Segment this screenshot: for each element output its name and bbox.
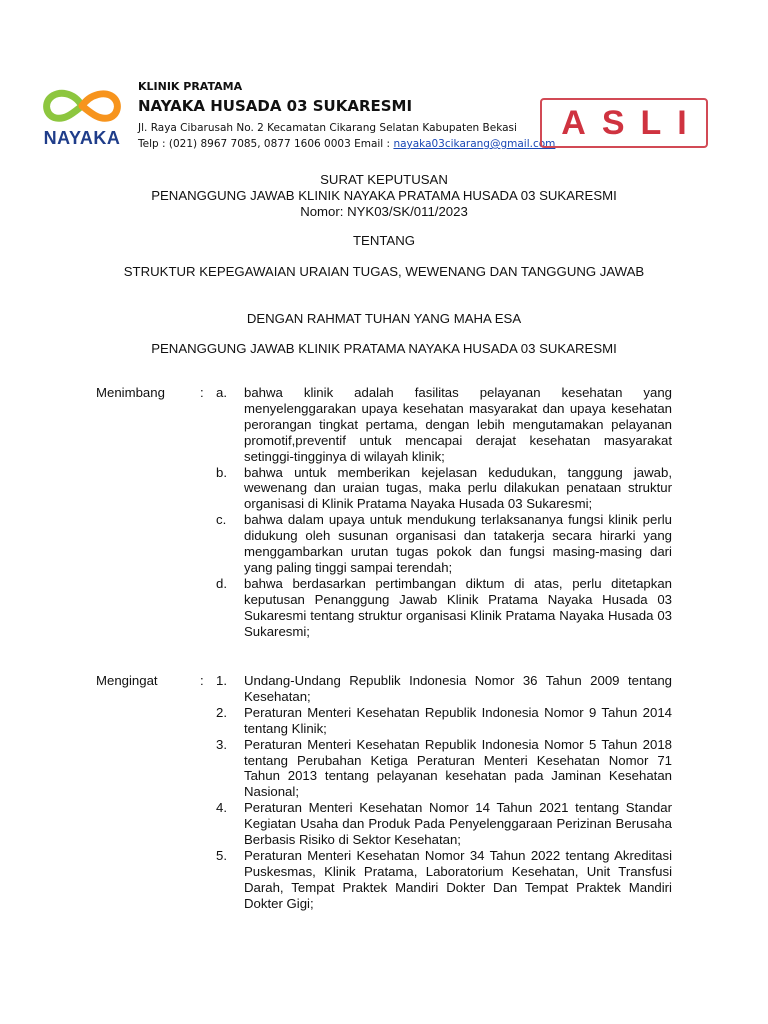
list-item (216, 576, 672, 640)
tentang-heading: TENTANG (352, 233, 416, 248)
clinic-name: NAYAKA HUSADA 03 SUKARESMI (138, 97, 413, 115)
item-marker: c. (216, 512, 227, 528)
item-marker: 1. (216, 673, 227, 688)
item-marker: 2. (216, 704, 227, 720)
list-item (216, 737, 672, 801)
item-marker: 5. (216, 847, 227, 863)
item-text: bahwa klinik adalah fasilitas pelayanan kesehatan yang menyelenggarakan upaya kesehatan masyarakat dan upaya kesehatan perorangan tingkat pertama, dengan lebih mengutamakan pelayanan promotif,preventif untuk mencapai derajat kesehatan masyarakat setinggi-tingginya di wilayah klinik; (244, 385, 672, 464)
clinic-address: Jl. Raya Cibarusah No. 2 Kecamatan Cikarang Selatan Kabupaten Bekasi (138, 122, 517, 134)
list-item (216, 848, 672, 912)
item-marker: b. (216, 464, 227, 480)
item-text: Peraturan Menteri Kesehatan Republik Indonesia Nomor 9 Tahun 2014 tentang Klinik; (244, 704, 672, 736)
logo-wordmark: NAYAKA (43, 128, 121, 148)
mengingat-section (96, 673, 672, 912)
item-marker: 4. (216, 800, 227, 816)
item-text: Peraturan Menteri Kesehatan Republik Indonesia Nomor 5 Tahun 2018 tentang Perubahan Ketiga Peraturan Menteri Kesehatan Nomor 71 Tahun 2013 tentang pelayanan kesehatan pada Jaminan Kesehatan Nasional; (244, 736, 672, 800)
decree-number: Nomor: NYK03/SK/011/2023 (300, 204, 468, 219)
list-item (216, 385, 672, 465)
rahmat-line: DENGAN RAHMAT TUHAN YANG MAHA ESA (246, 311, 522, 326)
item-text: bahwa dalam upaya untuk mendukung terlaksananya fungsi klinik perlu didukung oleh susunan organisasi dan tatakerja secara hirarki yang menggambarkan urutan tugas pokok dan fungsi masing-masing dari yang paling tinggi sampai terendah; (244, 512, 672, 575)
list-item (216, 512, 672, 576)
decree-heading (60, 172, 708, 220)
list-item (216, 705, 672, 737)
mengingat-list (216, 673, 672, 912)
menimbang-section (96, 385, 672, 640)
item-text: Peraturan Menteri Kesehatan Nomor 14 Tahun 2021 tentang Standar Kegiatan Usaha dan Produk Pada Penyelenggaraan Perizinan Berusaha Berbasis Risiko di Sektor Kesehatan; (244, 800, 672, 848)
stamp-text: ASLI (561, 104, 703, 142)
menimbang-label: Menimbang (96, 385, 165, 400)
item-marker: 3. (216, 736, 227, 752)
item-marker: d. (216, 575, 227, 591)
item-text: bahwa berdasarkan pertimbangan diktum di atas, perlu ditetapkan keputusan Penanggung Jawab Klinik Pratama Nayaka Husada 03 Sukaresmi tentang struktur organisasi Klinik Pratama Nayaka Husada 03 Sukaresmi; (244, 575, 672, 639)
list-item (216, 465, 672, 513)
clinic-type: KLINIK PRATAMA (138, 80, 243, 93)
clinic-logo (34, 86, 130, 152)
signer-line: PENANGGUNG JAWAB KLINIK PRATAMA NAYAKA HUSADA 03 SUKARESMI (151, 341, 617, 356)
menimbang-list (216, 385, 672, 640)
item-marker: a. (216, 385, 227, 400)
letterhead (138, 80, 556, 152)
decree-issuer: PENANGGUNG JAWAB KLINIK NAYAKA PRATAMA HUSADA 03 SUKARESMI (151, 188, 617, 203)
list-item (216, 800, 672, 848)
item-text: bahwa untuk memberikan kejelasan kedudukan, tanggung jawab, wewenang dan uraian tugas, maka perlu dilakukan penataan struktur organisasi di Klinik Pratama Nayaka Husada 03 Sukaresmi; (244, 464, 672, 512)
list-item (216, 673, 672, 705)
original-stamp (540, 98, 708, 148)
email-link[interactable]: nayaka03cikarang@gmail.com (393, 138, 556, 150)
clinic-contact (138, 136, 556, 152)
mengingat-colon: : (200, 673, 204, 688)
mengingat-label: Mengingat (96, 673, 158, 688)
clinic-phone: Telp : (021) 8967 7085, 0877 1606 0003 Email : (138, 138, 394, 150)
item-text: Peraturan Menteri Kesehatan Nomor 34 Tahun 2022 tentang Akreditasi Puskesmas, Klinik Pratama, Laboratorium Kesehatan, Unit Transfusi Darah, Tempat Praktek Mandiri Dokter Dan Tempat Praktek Mandiri Dokter Gigi; (244, 847, 672, 911)
decree-subject: STRUKTUR KEPEGAWAIAN URAIAN TUGAS, WEWENANG DAN TANGGUNG JAWAB (123, 264, 645, 279)
decree-type: SURAT KEPUTUSAN (320, 172, 448, 187)
item-text: Undang-Undang Republik Indonesia Nomor 36 Tahun 2009 tentang Kesehatan; (244, 673, 672, 704)
infinity-logo-icon (34, 86, 130, 126)
menimbang-colon: : (200, 385, 204, 400)
